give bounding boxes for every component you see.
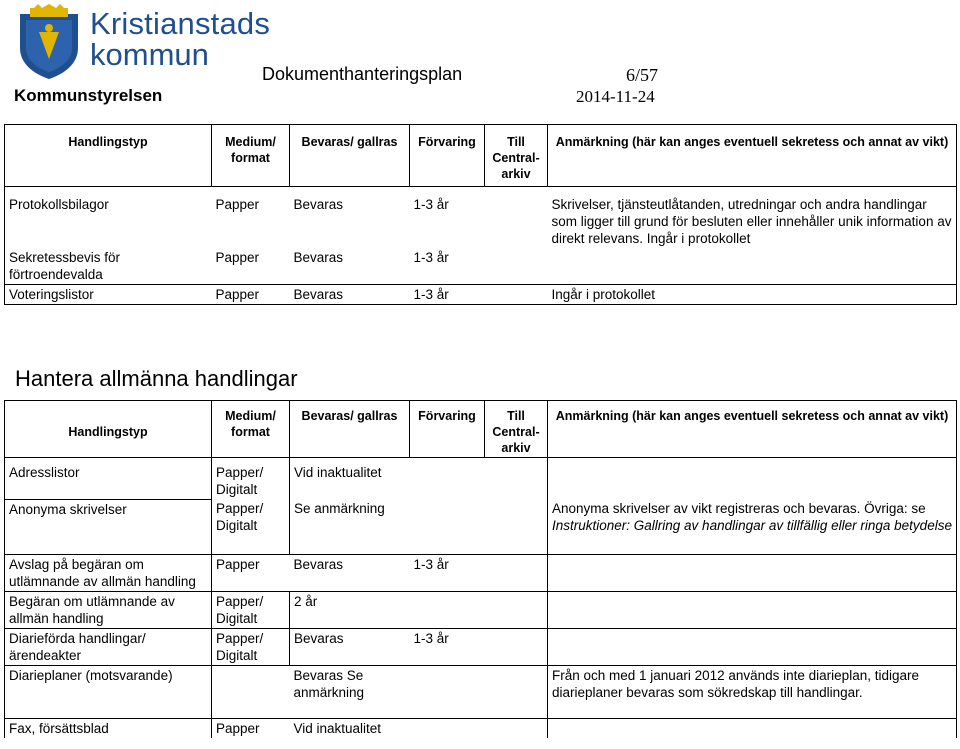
table-header-row — [5, 401, 957, 458]
cell-medium: Papper — [216, 720, 260, 736]
cell-keep: Se anmärkning — [290, 499, 410, 554]
cell-storage: 1-3 år — [410, 248, 485, 285]
cell-medium: Papper — [215, 197, 260, 212]
cell-note — [548, 458, 957, 500]
cell-keep: Bevaras — [290, 628, 410, 665]
cell-note: Från och med 1 januari 2012 används inte diarieplan, tidigare diarieplaner bevaras som sökredskap till handlingar. — [548, 665, 957, 718]
cell-archive — [485, 591, 548, 628]
cell-type: Sekretessbevis för förtroendevalda — [5, 248, 212, 285]
section-title: Hantera allmänna handlingar — [15, 366, 298, 391]
cell-note — [548, 718, 957, 738]
org-name-line1: Kristianstads — [90, 6, 271, 41]
cell-keep: Vid inaktualitet — [294, 465, 382, 480]
cell-storage — [410, 718, 485, 738]
cell-keep: Bevaras — [290, 554, 410, 591]
plan-table-2 — [4, 400, 957, 738]
cell-archive — [485, 665, 548, 718]
col-header-archive: Till Central-arkiv — [485, 401, 548, 458]
cell-storage: 1-3 år — [413, 197, 449, 212]
cell-type: Adresslistor — [5, 458, 212, 500]
cell-type: Protokollsbilagor — [5, 187, 212, 249]
cell-keep: Vid inaktualitet — [293, 720, 382, 736]
document-date: 2014-11-24 — [576, 87, 655, 106]
col-header-keep: Bevaras/ gallras — [290, 125, 410, 187]
cell-medium: Papper — [212, 554, 290, 591]
cell-archive — [485, 718, 548, 738]
col-header-storage: Förvaring — [410, 401, 485, 458]
cell-keep: 2 år — [290, 591, 410, 628]
cell-type: Avslag på begäran om utlämnande av allmän handling — [5, 554, 212, 591]
cell-storage: 1-3 år — [410, 628, 485, 665]
cell-storage — [410, 499, 485, 554]
note-text: Anonyma skrivelser av vikt registreras och bevaras. Övriga: se — [552, 501, 926, 516]
cell-keep: Bevaras — [290, 285, 410, 305]
cell-keep: Bevaras — [293, 197, 344, 212]
table-header-row — [5, 125, 957, 187]
cell-archive — [485, 248, 548, 285]
cell-medium: Papper/ Digitalt — [212, 458, 290, 500]
cell-note — [548, 248, 957, 285]
cell-storage: 1-3 år — [410, 554, 485, 591]
col-header-keep: Bevaras/ gallras — [290, 401, 410, 458]
cell-type: Voteringslistor — [5, 285, 212, 305]
table-row — [5, 718, 957, 738]
table-row — [5, 458, 957, 500]
cell-note — [548, 499, 957, 554]
cell-archive — [485, 628, 548, 665]
cell-medium: Papper/ Digitalt — [212, 591, 290, 628]
cell-storage: 1-3 år — [410, 285, 485, 305]
board-name: Kommunstyrelsen — [14, 86, 163, 105]
document-title: Dokumenthanteringsplan — [262, 64, 463, 84]
col-header-type: Handlingstyp — [5, 125, 212, 187]
col-header-storage: Förvaring — [410, 125, 485, 187]
table-row — [5, 628, 957, 665]
table-row — [5, 248, 957, 285]
cell-archive — [485, 187, 548, 249]
cell-note: Ingår i protokollet — [548, 285, 957, 305]
cell-storage — [410, 665, 485, 718]
table-row — [5, 591, 957, 628]
cell-type: Begäran om utlämnande av allmän handling — [5, 591, 212, 628]
cell-type: Diarieförda handlingar/ärendeakter — [5, 628, 212, 665]
col-header-note: Anmärkning (här kan anges eventuell sekretess och annat av vikt) — [548, 125, 957, 187]
cell-medium: Papper/ Digitalt — [212, 628, 290, 665]
cell-note — [548, 554, 957, 591]
plan-table-1 — [4, 124, 957, 305]
cell-archive — [485, 499, 548, 554]
cell-type: Anonyma skrivelser — [5, 499, 212, 554]
col-header-medium: Medium/ format — [212, 125, 290, 187]
col-header-note: Anmärkning (här kan anges eventuell sekretess och annat av vikt) — [548, 401, 957, 458]
col-header-type: Handlingstyp — [5, 401, 212, 458]
org-name-line2: kommun — [90, 37, 209, 72]
cell-note — [548, 628, 957, 665]
cell-keep: Bevaras — [290, 248, 410, 285]
table-row — [5, 187, 957, 249]
cell-archive — [485, 554, 548, 591]
cell-medium — [212, 665, 290, 718]
coat-of-arms-icon — [14, 4, 84, 80]
cell-keep: Bevaras Se anmärkning — [290, 665, 410, 718]
cell-medium: Papper — [212, 248, 290, 285]
cell-type: Fax, försättsblad — [5, 718, 212, 738]
table-row — [5, 499, 957, 554]
table-row — [5, 554, 957, 591]
cell-archive — [485, 285, 548, 305]
cell-medium: Papper — [212, 285, 290, 305]
note-link-text: Instruktioner: Gallring av handlingar av tillfällig eller ringa betydelse — [552, 518, 952, 533]
cell-archive — [485, 458, 548, 500]
cell-note: Skrivelser, tjänsteutlåtanden, utredningar och andra handlingar som ligger till grund för besluten eller innehåller unik information av direkt relevans. Ingår i protokollet — [548, 187, 957, 249]
page-number: 6/57 — [626, 65, 659, 85]
table-row — [5, 285, 957, 305]
cell-storage — [410, 458, 485, 500]
cell-medium: Papper/ Digitalt — [212, 499, 290, 554]
col-header-medium: Medium/ format — [212, 401, 290, 458]
cell-type: Diarieplaner (motsvarande) — [5, 665, 212, 718]
cell-storage — [410, 591, 485, 628]
cell-note — [548, 591, 957, 628]
col-header-archive: Till Central-arkiv — [485, 125, 548, 187]
table-row — [5, 665, 957, 718]
